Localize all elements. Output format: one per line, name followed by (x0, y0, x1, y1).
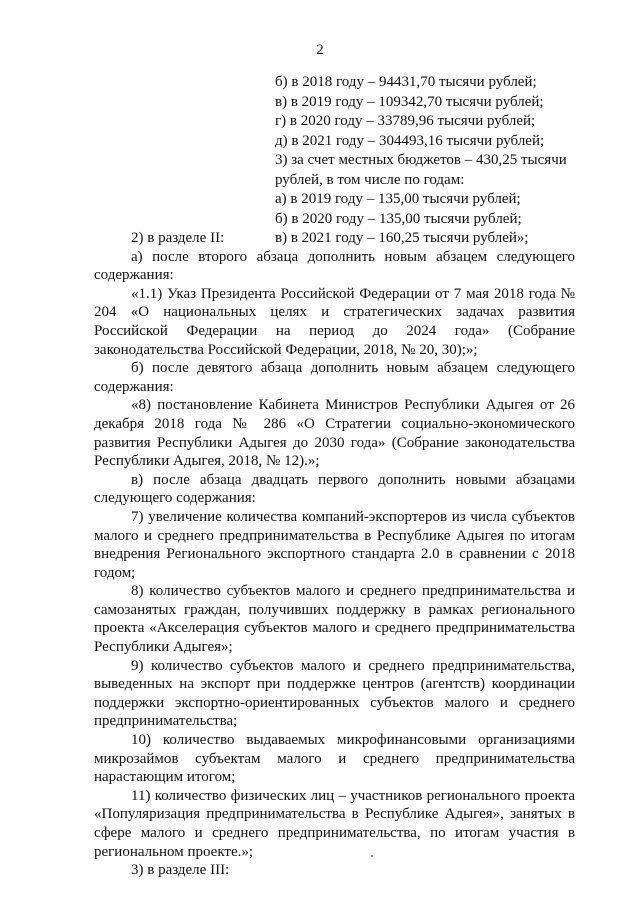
document-body (94, 229, 575, 880)
paragraph-section-3: 3) в разделе III: (131, 862, 230, 879)
page-number: 2 (316, 42, 324, 58)
paragraph-point-10: 10) количество выдаваемых микрофинансовыми организациями микрозаймов субъектам малого и среднего предпринимательства нарастающим итогом; (94, 732, 575, 786)
paragraph-point-8: 8) количество субъектов малого и среднего предпринимательства и самозанятых граждан, получивших поддержку в рамках регионального проекта «Акселерация субъектов малого и среднего предпринимательства Республики Адыгея»; (94, 583, 575, 656)
amount-line: б) в 2018 году – 94431,70 тысячи рублей; (275, 74, 537, 90)
amount-line: рублей, в том числе по годам: (275, 171, 465, 188)
funding-amounts-list (275, 73, 567, 249)
amount-line: 3) за счет местных бюджетов – 430,25 тысячи (275, 152, 567, 168)
paragraph-item-v: в) после абзаца двадцать первого дополнить новыми абзацами следующего содержания: (94, 471, 575, 507)
amount-line: в) в 2021 году – 160,25 тысячи рублей»; (275, 230, 529, 246)
paragraph-quote-1-1: «1.1) Указ Президента Российской Федерации от 7 мая 2018 года № 204 «О национальных целях и стратегических задачах развития Российской Федерации на период до 2024 года» (Собрание законодательства Российской Федерации, 2018, № 20, 30);»; (94, 285, 575, 358)
paragraph-point-7: 7) увеличение количества компаний-экспортеров из числа субъектов малого и среднего предпринимательства в Республике Адыгея по итогам внедрения Регионального экспортного стандарта 2.0 в сравнении с 2018 годом; (94, 508, 575, 581)
paragraph-point-9: 9) количество субъектов малого и среднего предпринимательства, выведенных на экспорт при поддержке центров (агентств) координации поддержки экспортно-ориентированных субъектов малого и среднего предпринимательства; (94, 657, 575, 730)
amount-line: б) в 2020 году – 135,00 тысячи рублей; (275, 210, 522, 227)
amount-line: г) в 2020 году – 33789,96 тысячи рублей; (275, 113, 536, 129)
paragraph-section-2: 2) в разделе II: (131, 230, 225, 246)
paragraph-point-11: 11) количество физических лиц – участников регионального проекта «Популяризация предпринимательства в Республике Адыгея», занятых в сфере малого и среднего предпринимательства, по итогам участия в региональном проекте.»; (94, 787, 575, 860)
scan-speck (371, 855, 373, 857)
paragraph-quote-8: «8) постановление Кабинета Министров Республики Адыгея от 26 декабря 2018 года № 286 «О Стратегии социально-экономического развития Республики Адыгея до 2030 года» (Собрание законодательства Республики Адыгея, 2018, № 12).»; (94, 397, 575, 470)
amount-line: в) в 2019 году – 109342,70 тысячи рублей; (275, 93, 544, 110)
paragraph-item-a: а) после второго абзаца дополнить новым абзацем следующего содержания: (94, 248, 575, 284)
amount-line: а) в 2019 году – 135,00 тысячи рублей; (275, 191, 521, 207)
amount-line: д) в 2021 году – 304493,16 тысячи рублей; (275, 132, 545, 149)
paragraph-item-b: б) после девятого абзаца дополнить новым абзацем следующего содержания: (94, 360, 575, 395)
